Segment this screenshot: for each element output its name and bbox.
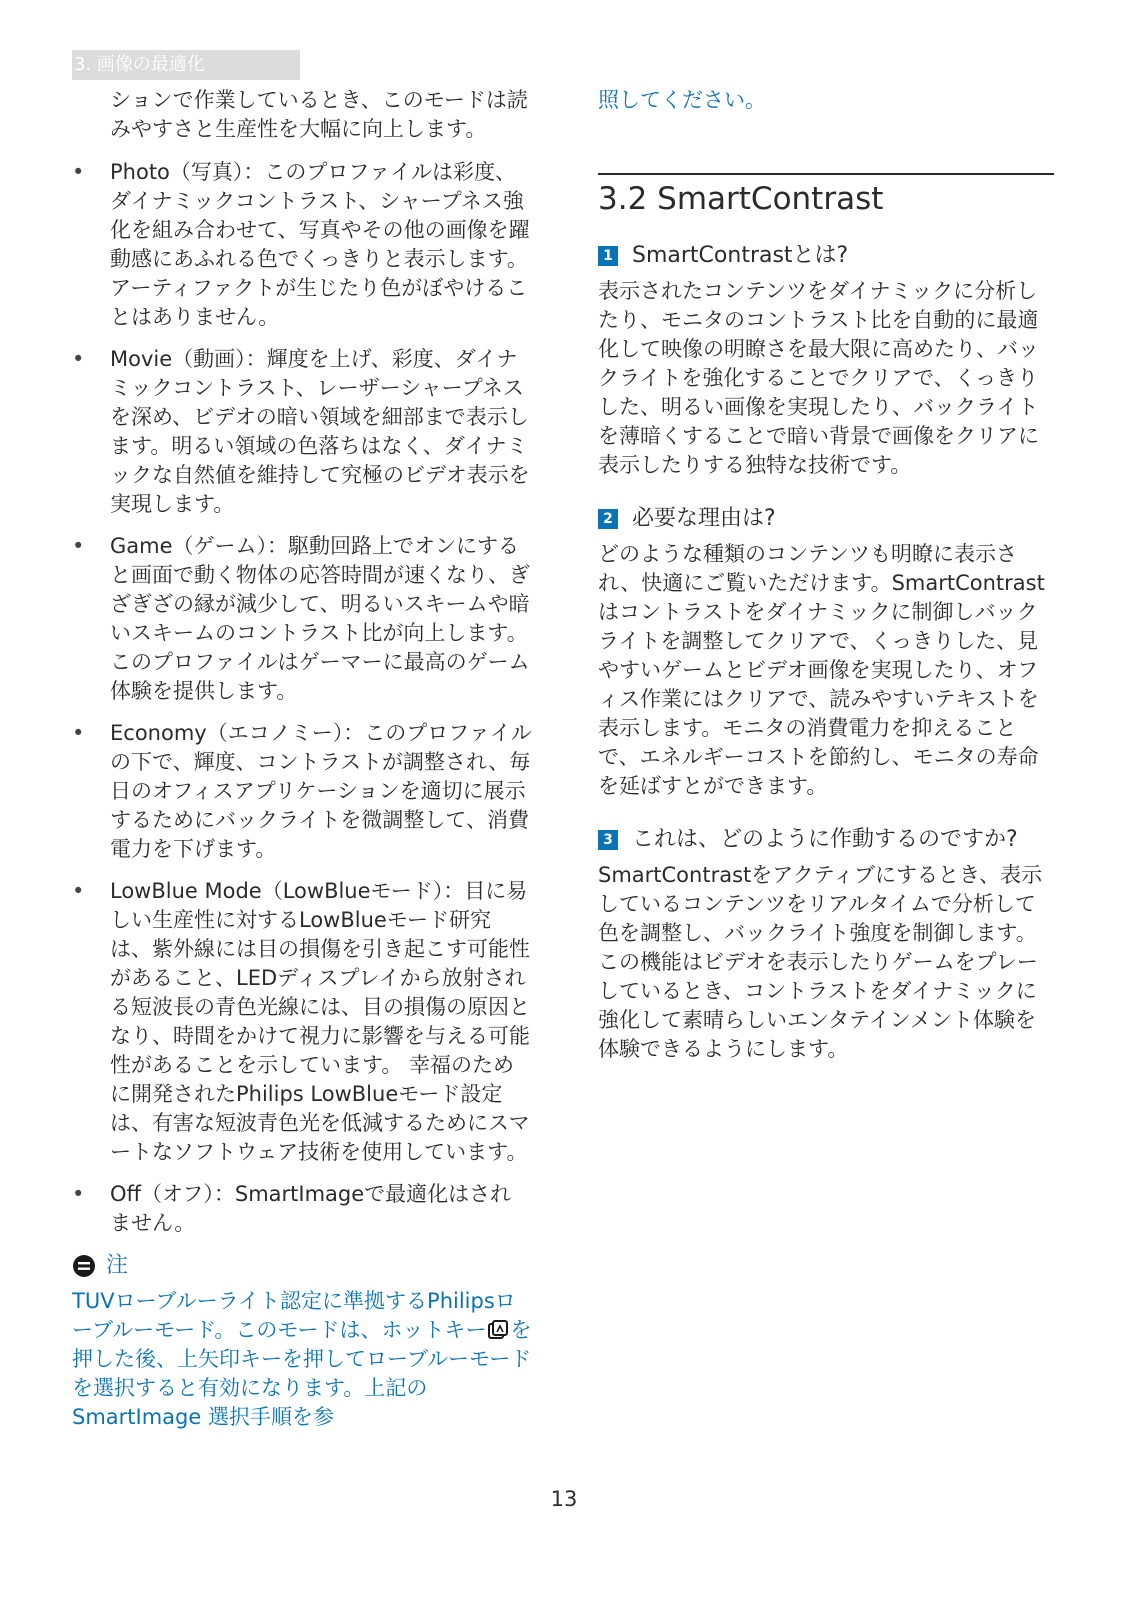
list-item-movie	[72, 345, 532, 519]
number-badge: 2	[598, 509, 618, 529]
note-label: 注	[106, 1253, 129, 1278]
subsection-body-2: どのような種類のコンテンツも明瞭に表示され、快適にご覧いただけます。SmartContrastはコントラストをダイナミックに制御しバックライトを調整してクリアで、くっきりした、見やすいゲームとビデオ画像を実現したり、オフィス作業にはクリアで、読みやすいテキストを表示します。モニタの消費電力を抑えることで、エネルギーコストを節約し、モニタの寿命を延ばすとができます。	[598, 542, 1045, 798]
subsection-heading-3	[598, 825, 1054, 855]
note-heading	[72, 1251, 532, 1281]
list-item-text: Economy（エコノミー）：このプロファイルの下で、輝度、コントラストが調整され、毎日のオフィスアプリケーションを適切に展示するためにバックライトを微調整して、消費電力を下げます。	[110, 721, 532, 861]
bullet-icon: •	[72, 534, 85, 558]
list-item-game	[72, 532, 532, 706]
bullet-icon: •	[72, 160, 85, 184]
profile-list	[72, 158, 532, 1238]
list-item-text: Off（オフ）：SmartImageで最適化はされません。	[110, 1182, 512, 1235]
bullet-icon: •	[72, 347, 85, 371]
subsection-title: 必要な理由は?	[632, 506, 776, 531]
subsection-title: これは、どのように作動するのですか?	[632, 827, 1018, 852]
note-text-before: TUVローブルーライト認定に準拠するPhilipsローブルーモード。このモードは、ホットキー	[72, 1289, 516, 1342]
list-item-text: Movie（動画）：輝度を上げ、彩度、ダイナミックコントラスト、レーザーシャープネスを深め、ビデオの暗い領域を細部まで表示します。明るい領域の色落ちはなく、ダイナミックな自然値を維持して究極のビデオ表示を実現します。	[110, 347, 530, 516]
smartimage-hotkey-icon	[487, 1319, 511, 1341]
note-text-after: を押した後、上矢印キーを押してローブルーモードを選択すると有効になります。上記のSmartImage 選択手順を参	[72, 1318, 532, 1429]
subsection-heading-1	[598, 241, 1054, 271]
section-title: 3.2 SmartContrast	[598, 181, 884, 217]
list-item-off	[72, 1180, 532, 1238]
list-item-photo	[72, 158, 532, 332]
page-number: 13	[550, 1487, 578, 1511]
subsection-body-3: SmartContrastをアクティブにするとき、表示しているコンテンツをリアルタイムで分析して色を調整し、バックライト強度を制御します。この機能はビデオを表示したりゲームをプレーしているとき、コントラストをダイナミックに強化して素晴らしいエンタテインメント体験を体験できるようにします。	[598, 863, 1043, 1061]
right-column	[598, 86, 1054, 1088]
section-title-rule	[598, 173, 1054, 175]
list-item-economy	[72, 719, 532, 864]
note-icon	[72, 1254, 96, 1278]
list-item-lowblue	[72, 877, 532, 1167]
note-text	[72, 1287, 532, 1432]
subsection-body-1: 表示されたコンテンツをダイナミックに分析したり、モニタのコントラスト比を自動的に最適化して映像の明瞭さを最大限に高めたり、バックライトを強化することでクリアで、くっきりした、明るい画像を実現したり、バックライトを薄暗くすることで暗い背景で画像をクリアに表示したりする独特な技術です。	[598, 279, 1039, 477]
intro-continuation: ションで作業しているとき、このモードは読みやすさと生産性を大幅に向上します。	[110, 88, 528, 141]
bullet-icon: •	[72, 1182, 85, 1206]
left-column	[72, 86, 532, 1432]
list-item-text: Photo（写真）：このプロファイルは彩度、ダイナミックコントラスト、シャープネス強化を組み合わせて、写真やその他の画像を躍動感にあふれる色でくっきりと表示します。アーティファクトが生じたり色がぼやけることはありません。	[110, 160, 530, 329]
bullet-icon: •	[72, 879, 85, 903]
list-item-text: LowBlue Mode（LowBlueモード）：目に易しい生産性に対するLowBlueモード研究は、紫外線には目の損傷を引き起こす可能性があること、LEDディスプレイから放射される短波長の青色光線には、目の損傷の原因となり、時間をかけて視力に影響を与える可能性があることを示しています。 幸福のために開発されたPhilips LowBlueモード設定は、有害な短波青色光を低減するためにスマートなソフトウェア技術を使用しています。	[110, 879, 530, 1164]
list-item-text: Game（ゲーム）：駆動回路上でオンにすると画面で動く物体の応答時間が速くなり、ぎざぎざの縁が減少して、明るいスキームや暗いスキームのコントラスト比が向上します。このプロファイルはゲーマーに最高のゲーム体験を提供します。	[110, 534, 530, 703]
note-continuation: 照してください。	[598, 88, 766, 112]
subsection-title: SmartContrastとは?	[632, 243, 849, 268]
bullet-icon: •	[72, 721, 85, 745]
subsection-heading-2	[598, 504, 1054, 534]
number-badge: 3	[598, 830, 618, 850]
section-header-tab: 3. 画像の最適化	[72, 50, 300, 80]
number-badge: 1	[598, 246, 618, 266]
